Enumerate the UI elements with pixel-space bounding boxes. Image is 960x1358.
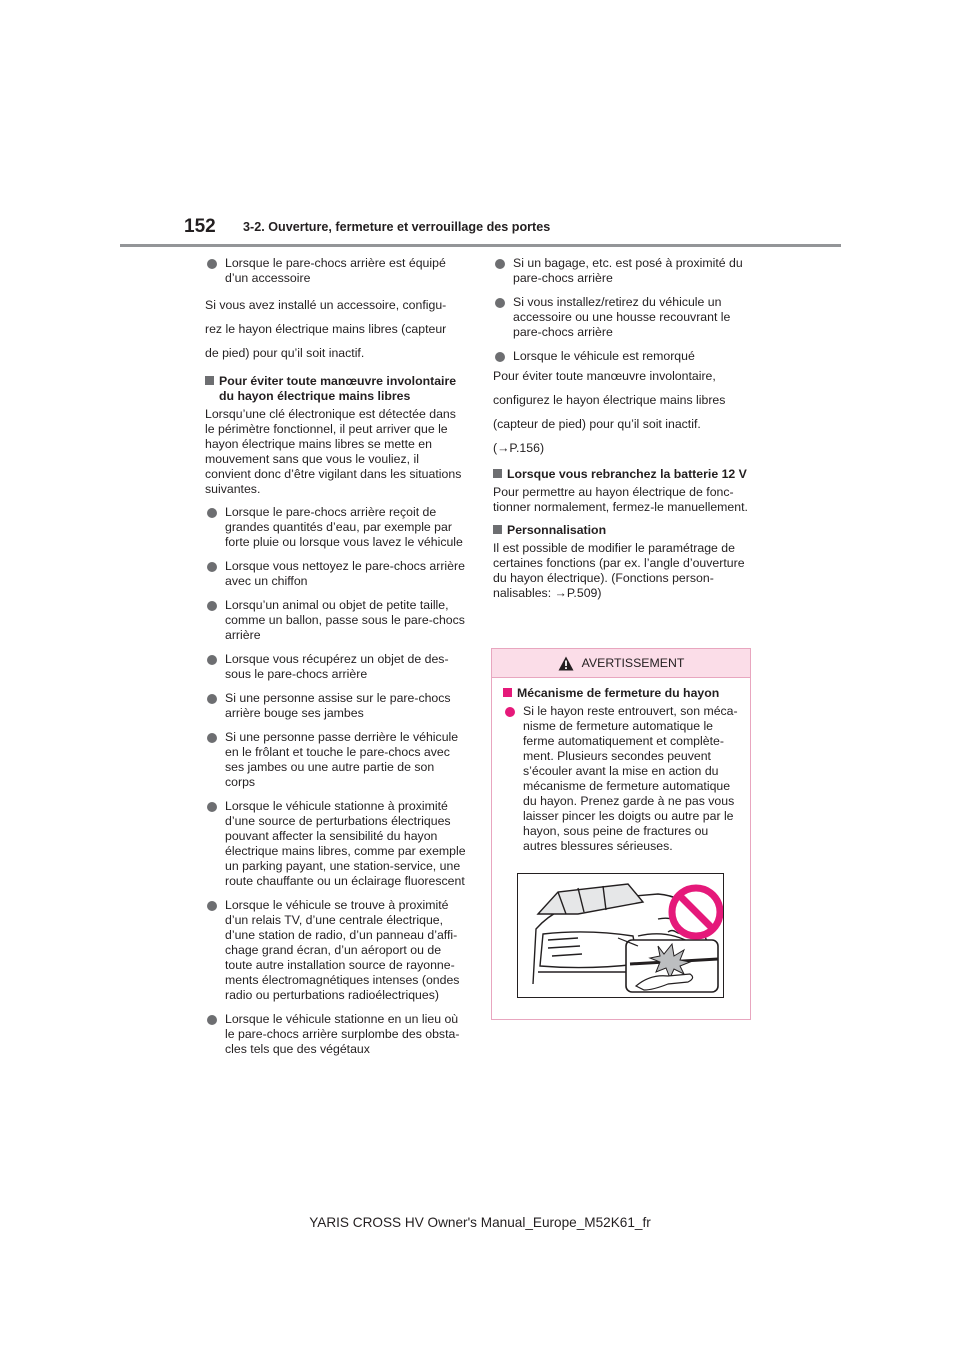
bullet-text: Lorsque le pare-chocs arrière reçoit de grandes quantités d’eau, par exemple par forte pluie ou lorsque vous lavez le véhicule [225, 505, 463, 549]
paragraph-line: Si vous avez installé un accessoire, configu- [205, 298, 447, 312]
list-item [205, 505, 467, 550]
bullet-text: Si une personne passe derrière le véhicule en le frôlant et touche le pare-chocs avec ses jambes ou une autre partie de son corps [225, 730, 459, 789]
paragraph-line: configurez le hayon électrique mains libres [493, 393, 726, 407]
warning-triangle-icon [558, 656, 574, 671]
bullet-icon [207, 694, 217, 704]
header-rule [120, 244, 841, 247]
bullet-icon [207, 901, 217, 911]
list-item [205, 652, 467, 682]
paragraph-line: de pied) pour qu’il soit inactif. [205, 346, 365, 360]
left-column [205, 256, 467, 1066]
right-column [493, 256, 753, 609]
list-item [493, 295, 753, 340]
square-bullet-icon [205, 376, 214, 385]
bullet-icon [495, 259, 505, 269]
list-item [205, 559, 467, 589]
bullet-icon [207, 508, 217, 518]
bullet-text: Si un bagage, etc. est posé à proximité du pare-chocs arrière [513, 256, 743, 285]
subheading-text: Lorsque vous rebranchez la batterie 12 V [507, 467, 747, 481]
paragraph: Il est possible de modifier le paramétrage de certaines fonctions (par ex. l’angle d’ouverture du hayon électrique). (Fonctions personnalisables: →P.509) [493, 541, 745, 600]
paragraph: Lorsqu’une clé électronique est détectée dans le périmètre fonctionnel, il peut arriver que le hayon électrique mains libres se mette en mouvement sans que vous le vouliez, il convient donc d’être vigilant dans les situations suivantes. [205, 407, 462, 496]
bullet-icon [207, 655, 217, 665]
section-title: 3-2. Ouverture, fermeture et verrouillage des portes [243, 220, 551, 234]
bullet-icon [207, 562, 217, 572]
subheading [493, 467, 753, 482]
subheading-text: Pour éviter toute manœuvre involontaire du hayon électrique mains libres [219, 374, 457, 403]
paragraph: Pour permettre au hayon électrique de fonctionner normalement, fermez-le manuellement. [493, 485, 748, 514]
bullet-text: Lorsque le véhicule stationne en un lieu où le pare-chocs arrière surplombe des obstacles tels que des végétaux [225, 1012, 460, 1056]
bullet-icon [207, 1015, 217, 1025]
bullet-icon [207, 259, 217, 269]
square-bullet-icon [493, 525, 502, 534]
bullet-text: Lorsque vous récupérez un objet de dessous le pare-chocs arrière [225, 652, 449, 681]
square-bullet-icon [503, 688, 512, 697]
list-item [205, 256, 467, 286]
bullet-text: Lorsque le pare-chocs arrière est équipé d’un accessoire [225, 256, 446, 285]
warning-subheading-text: Mécanisme de fermeture du hayon [517, 686, 720, 700]
bullet-text: Lorsqu’un animal ou objet de petite taille, comme un ballon, passe sous le pare-chocs arrière [225, 598, 465, 642]
footer-text: YARIS CROSS HV Owner's Manual_Europe_M52K61_fr [309, 1215, 651, 1230]
subheading [493, 523, 753, 538]
paragraph-line: Pour éviter toute manœuvre involontaire, [493, 369, 716, 383]
bullet-text: Lorsque le véhicule se trouve à proximité d’un relais TV, d’une centrale électrique, d’une station de radio, d’un panneau d’affichage grand écran, d’un aéroport ou de toute autre installation source de rayonnements électromagnétiques intenses (ondes radio ou perturbations radioélectriques) [225, 898, 460, 1002]
car-rear-illustration [518, 874, 723, 997]
list-item [205, 691, 467, 721]
tailgate-pinch-illustration [517, 873, 724, 998]
list-item [205, 898, 467, 1003]
list-item [205, 598, 467, 643]
bullet-text: Si vous installez/retirez du véhicule un accessoire ou une housse recouvrant le pare-chocs arrière [513, 295, 731, 339]
bullet-icon [495, 352, 505, 362]
warning-header [492, 649, 750, 678]
square-bullet-icon [493, 469, 502, 478]
bullet-icon [207, 733, 217, 743]
page-reference: (→P.156) [493, 441, 545, 455]
bullet-text: Lorsque le véhicule stationne à proximité d’une source de perturbations électriques pouvant affecter la sensibilité du hayon électrique mains libres, comme par exemple un parking payant, une station-service, une route chauffante ou un éclairage fluorescent [225, 799, 466, 888]
bullet-icon [495, 298, 505, 308]
warning-title: AVERTISSEMENT [581, 656, 685, 670]
warning-text: Si le hayon reste entrouvert, son mécanisme de fermeture automatique le ferme automatiquement et complètement. Plusieurs secondes peuvent s’écouler avant la mise en action du mécanisme de fermeture automatique du hayon. Prenez garde à ne pas vous laisser pincer les doigts ou autre par le hayon, sous peine de fractures ou autres blessures sérieuses. [523, 704, 738, 853]
paragraph-line: rez le hayon électrique mains libres (capteur [205, 322, 447, 336]
list-item [493, 349, 753, 364]
bullet-icon [207, 802, 217, 812]
warning-body [492, 678, 750, 854]
list-item [205, 799, 467, 889]
list-item [205, 730, 467, 790]
bullet-text: Si une personne assise sur le pare-chocs arrière bouge ses jambes [225, 691, 451, 720]
subheading-text: Personnalisation [507, 523, 607, 537]
list-item [493, 256, 753, 286]
page-number: 152 [184, 216, 216, 237]
bullet-text: Lorsque le véhicule est remorqué [513, 349, 695, 363]
subheading [205, 374, 467, 404]
paragraph-line: (capteur de pied) pour qu’il soit inactif. [493, 417, 701, 431]
bullet-icon [207, 601, 217, 611]
bullet-icon [505, 707, 515, 717]
warning-list-item [503, 704, 741, 854]
bullet-text: Lorsque vous nettoyez le pare-chocs arrière avec un chiffon [225, 559, 465, 588]
warning-subheading [503, 686, 741, 701]
list-item [205, 1012, 467, 1057]
